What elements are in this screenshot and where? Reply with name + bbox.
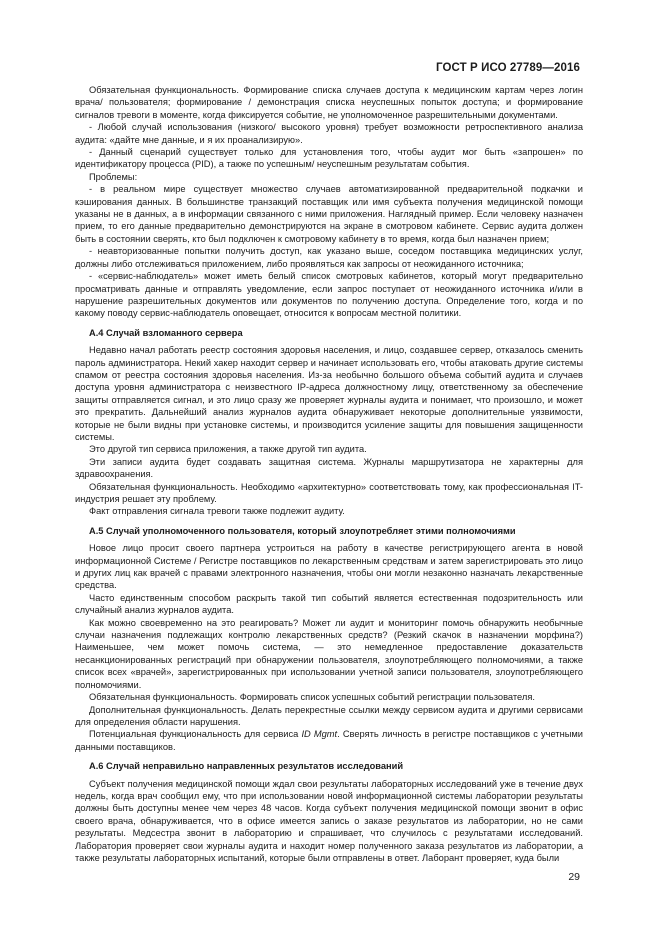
paragraph: - Любой случай использования (низкого/ высокого уровня) требует возможности ретроспективного анализа аудита: «дайте мне данные, и я их проанализирую». — [75, 122, 583, 145]
document-body — [75, 84, 583, 864]
paragraph: Новое лицо просит своего партнера устроиться на работу в качестве регистрирующего агента в новой информационной Системе / Регистре поставщиков по лекарственным средствам и затем зарегистрировать это лицо и других лиц как врачей с правами электронного назначения, чтобы они могли незаконно назначать лекарственные средства. — [75, 543, 583, 591]
paragraph: Часто единственным способом раскрыть такой тип событий является естественная подозрительность или случайный анализ журналов аудита. — [75, 592, 583, 616]
paragraph: - «сервис-наблюдатель» может иметь белый список смотровых кабинетов, который могут предварительно просматривать данные и отправлять уведомление, если запрос поступает от неожиданного источника и/или в нарушение разрешительных документов или документов по получению доступа. Определение того, когда и по какому поводу сервис-наблюдатель оповещает, относится к вопросам местной политики. — [75, 271, 583, 319]
section-heading: А.4 Случай взломанного сервера — [89, 327, 243, 338]
paragraph: Факт отправления сигнала тревоги также подлежит аудиту. — [89, 506, 345, 517]
paragraph-text: Потенциальная функциональность для сервиса — [89, 729, 302, 740]
paragraph: Дополнительная функциональность. Делать перекрестные ссылки между сервисом аудита и другими сервисами для определения области нарушения. — [75, 704, 583, 727]
paragraph: Обязательная функциональность. Формировать список успешных событий регистрации пользователя. — [89, 692, 535, 703]
paragraph-text: . Сверять личность в регистре поставщиков с учетными данными поставщиков. — [75, 729, 583, 752]
document-standard-header: ГОСТ Р ИСО 27789—2016 — [435, 62, 580, 74]
paragraph: - Данный сценарий существует только для установления того, чтобы аудит мог быть «запрошен» по идентификатору процесса (PID), а также по успешным/ неуспешным результатам события. — [75, 147, 583, 170]
paragraph: Это другой тип сервиса приложения, а также другой тип аудита. — [89, 444, 367, 455]
paragraph-emphasis: ID Mgmt — [301, 729, 338, 740]
paragraph: - неавторизованные попытки получить доступ, как указано выше, соседом поставщика медицинских услуг, должны либо отслеживаться приложением, либо проявляться как запросы от неожиданного источника; — [75, 246, 583, 269]
paragraph: Эти записи аудита будет создавать защитная система. Журналы маршрутизатора не характерны для здравоохранения. — [75, 456, 583, 480]
paragraph: - в реальном мире существует множество случаев автоматизированной предварительной подкачки и кэширования данных. В большинстве транзакций поставщик или имя субъекта получения медицинской помощи указаны не в данных, а в информации связанного с ними приложения. Наглядный пример. Если человеку назначен прием, то его данные предварительно демонстрируются на экране в смотровом кабинете. Сервис аудита должен быть в состоянии сверять, кто был подключен к смотровому кабинету в то время, когда был назначен прием; — [75, 184, 583, 244]
paragraph: Субъект получения медицинской помощи ждал свои результаты лабораторных исследований уже в течение двух недель, когда врач сообщил ему, что при использовании новой информационной системы лаборатории результаты должны быть доступны менее чем через 48 часов. Когда субъект получения медицинской помощи звонит в офис своего врача, обнаруживается, что в офисе имеется запись о заказе результатов из лаборатории, но не сами результаты. Медсестра звонит в лабораторию и спрашивает, что случилось с результатами исследований. Лаборатория проверяет свои журналы аудита и находит номер полученного заказа результатов из лаборатории, а также результаты лабораторных испытаний, которые были отправлены в ответ. Лаборант проверяет, куда были — [75, 778, 583, 863]
paragraph: Обязательная функциональность. Необходимо «архитектурно» соответствовать тому, как профессиональная IT-индустрия решает эту проблему. — [75, 481, 583, 504]
paragraph — [75, 728, 583, 753]
paragraph: Обязательная функциональность. Формирование списка случаев доступа к медицинским картам через логин врача/ пользователя; формирование / демонстрация списка неуспешных попыток доступа; и формирование сигналов тревоги в моменте, когда фиксируется событие, не уполномоченное разрешительными документами. — [75, 85, 583, 120]
page-number: 29 — [568, 871, 580, 883]
section-heading: А.6 Случай неправильно направленных результатов исследований — [89, 761, 404, 772]
paragraph: Недавно начал работать реестр состояния здоровья населения, и лицо, создавшее сервер, отказалось сменить пароль администратора. Некий хакер находит сервер и начинает использовать его, чтобы атаковать другие системы спамом от реестра состояния здоровья населения. Из-за необычно большого объема событий аудита и случаев доступа уровня администратора с неизвестного IP-адреса должностному лицу, ответственному за обеспечение защиты отправляется сигнал, и это лицо сразу же проверяет журналы аудита и понимает, что произошло, и может это прекратить. Дальнейший анализ журналов аудита обнаруживает некоторые дополнительные уязвимости, которые не были видны при установке системы, и производится усиление защиты для повышения защищенности системы. — [75, 345, 583, 442]
paragraph: Как можно своевременно на это реагировать? Может ли аудит и мониторинг помочь обнаружить необычные случаи назначения подлежащих контролю лекарственных средств? (Резкий скачок в назначении морфина?) Наименьшее, чем может помочь система, — это немедленное предоставление доказательств несанкционированных регистраций при обнаружении пользователя, злоупотребляющего полномочиями, а также список всех «врачей», зарегистрированных при использовании учетной записи пользователя, злоупотребляющего полномочиями. — [75, 617, 583, 690]
section-heading: А.5 Случай уполномоченного пользователя, который злоупотребляет этими полномочиями — [89, 525, 516, 536]
paragraph: Проблемы: — [89, 171, 138, 182]
